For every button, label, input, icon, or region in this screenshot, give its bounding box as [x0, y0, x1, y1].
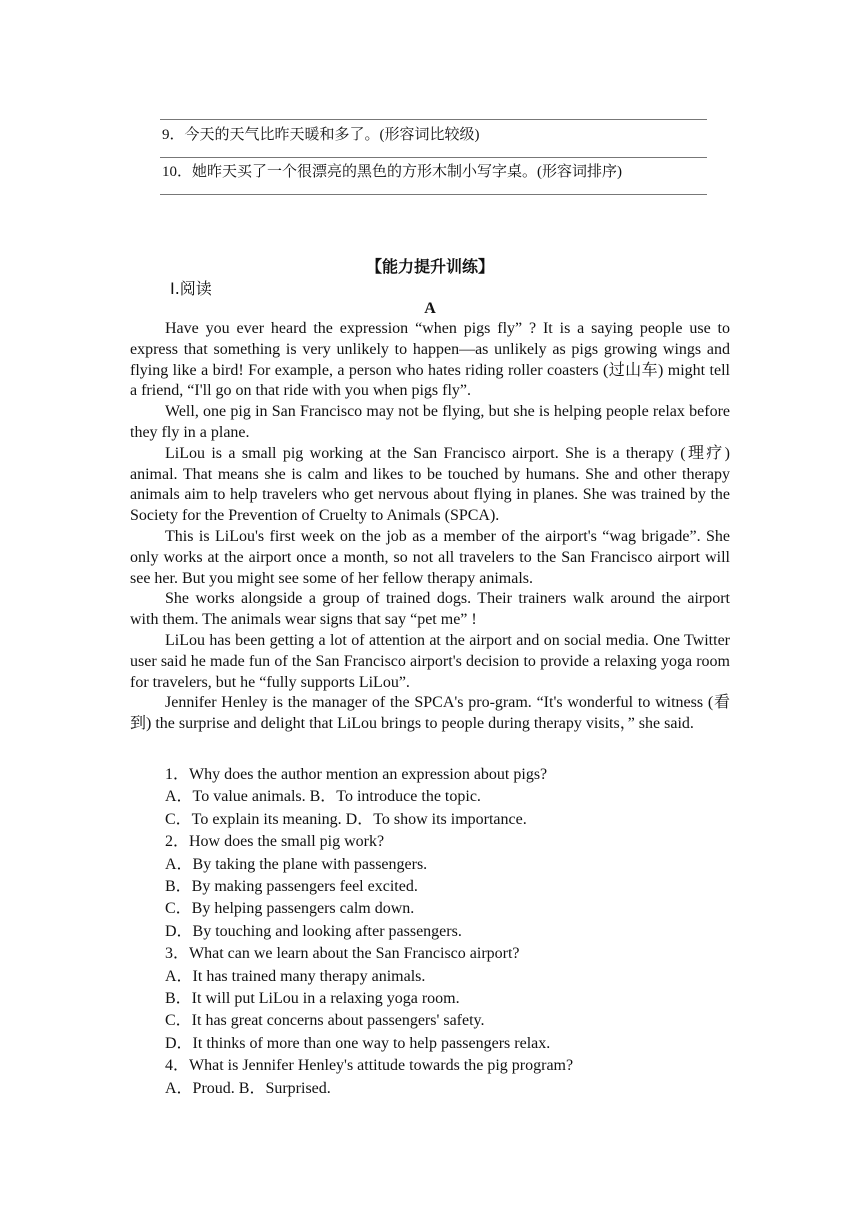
answer-option: C．It has great concerns about passengers' safety. [165, 1012, 485, 1030]
question-stem: 2．How does the small pig work? [165, 833, 385, 851]
reading-passage [130, 319, 730, 735]
paragraph: LiLou has been getting a lot of attention at the airport and on social media. One Twitter user said he made fun of the San Francisco airport's decision to provide a relaxing yoga room for travelers, but he “fully supports LiLou”. [130, 631, 730, 691]
answer-option: D．By touching and looking after passengers. [165, 922, 462, 940]
paragraph: LiLou is a small pig working at the San Francisco airport. She is a therapy (理疗) animal. That means she is calm and likes to be touched by humans. She and other therapy animals aim to help travelers who get nervous about flying in planes. She was trained by the Society for the Prevention of Cruelty to Animals (SPCA). [130, 444, 730, 525]
section-title: 【能力提升训练】 [365, 257, 494, 276]
answer-option: B．It will put LiLou in a relaxing yoga room. [165, 990, 460, 1008]
question-stem: 4．What is Jennifer Henley's attitude towards the pig program? [165, 1057, 574, 1075]
question-stem: 3．What can we learn about the San Francisco airport? [165, 945, 520, 963]
part-label: Ⅰ.阅读 [170, 279, 212, 298]
answer-options: A．Proud. B．Surprised. [165, 1079, 331, 1097]
paragraph: Well, one pig in San Francisco may not be flying, but she is helping people relax before they fly in a plane. [130, 403, 730, 441]
answer-options: C．To explain its meaning. D．To show its importance. [165, 810, 527, 828]
answer-option: C．By helping passengers calm down. [165, 900, 415, 918]
question-stem: 1．Why does the author mention an expression about pigs? [165, 766, 548, 783]
paragraph: Have you ever heard the expression “when pigs fly” ? It is a saying people use to express that something is very unlikely to happen—as unlikely as pigs growing wings and flying like a bird! For example, a person who hates riding roller coasters (过山车) might tell a friend, “I'll go on that ride with you when pigs fly”. [130, 320, 730, 400]
answer-line [160, 194, 707, 195]
question-list [165, 764, 573, 1100]
answer-option: A．By taking the plane with passengers. [165, 855, 428, 873]
paragraph: Jennifer Henley is the manager of the SPCA's pro-gram. “It's wonderful to witness (看到) the surprise and delight that LiLou brings to people during therapy visits，” she said. [130, 694, 730, 733]
translation-item-9: 9．今天的天气比昨天暖和多了。(形容词比较级) [162, 127, 480, 143]
answer-line [160, 157, 707, 158]
paragraph: This is LiLou's first week on the job as a member of the airport's “wag brigade”. She only works at the airport once a month, so not all travelers to the San Francisco airport will see her. But you might see some of her fellow therapy animals. [130, 527, 730, 587]
answer-option: A．It has trained many therapy animals. [165, 967, 426, 985]
translation-item-10: 10．她昨天买了一个很漂亮的黑色的方形木制小写字桌。(形容词排序) [162, 164, 622, 180]
answer-option: D．It thinks of more than one way to help passengers relax. [165, 1034, 551, 1052]
answer-options: A．To value animals. B．To introduce the topic. [165, 788, 481, 806]
answer-line [160, 119, 707, 120]
passage-letter: A [424, 300, 436, 317]
answer-option: B．By making passengers feel excited. [165, 878, 418, 896]
paragraph: She works alongside a group of trained dogs. Their trainers walk around the airport with them. The animals wear signs that say “pet me” ! [130, 590, 730, 629]
